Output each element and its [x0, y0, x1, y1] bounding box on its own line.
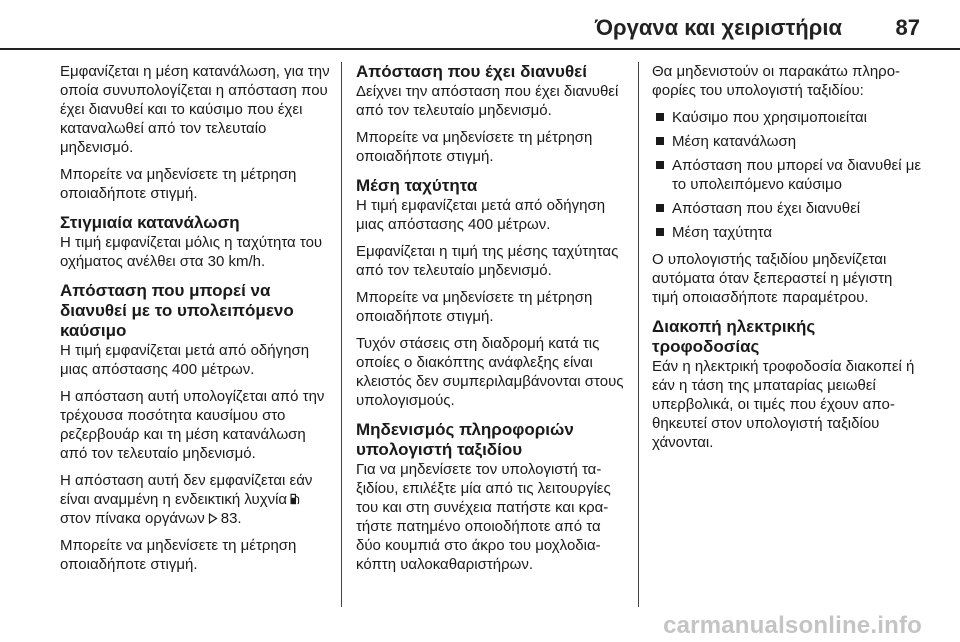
list-item [652, 132, 922, 151]
section-heading-instant-consumption: Στιγμιαία κατανάλωση [60, 213, 240, 232]
paragraph: Μπορείτε να μηδενίσετε τη μέτρηση οποιαδήποτε στιγμή. [356, 129, 593, 165]
column-right [652, 62, 922, 460]
paragraph: Η απόσταση αυτή υπολογίζεται από την τρέχουσα ποσότητα καυσίμου στο ρεζερβουάρ και τη μέση κατανάλωση από τον τελευταίο μηδενισμό. [60, 388, 325, 462]
section-heading-power-interruption: Διακοπή ηλεκτρικής τροφοδοσίας [652, 317, 816, 356]
list-item-text: Μέση ταχύτητα [672, 224, 773, 241]
list-item [652, 223, 922, 242]
page-reference-arrow-icon [208, 510, 218, 521]
watermark: carmanualsonline.info [663, 612, 922, 639]
square-bullet-icon [656, 204, 664, 212]
list-item [652, 199, 922, 218]
list-item [652, 156, 922, 194]
square-bullet-icon [656, 137, 664, 145]
paragraph-fuel-warning [60, 471, 330, 528]
section-heading-reset: Μηδενισμός πληροφοριών υπολογιστή ταξιδίου [356, 420, 574, 459]
fuel-pump-icon [290, 491, 300, 503]
paragraph: Μπορείτε να μηδενίσετε τη μέτρηση οποιαδήποτε στιγμή. [60, 537, 297, 573]
section-heading-range: Απόσταση που μπορεί να διανυθεί με το υπολειπόμενο καύσιμο [60, 281, 294, 340]
list-item-text: Μέση κατανάλωση [672, 133, 797, 150]
paragraph: Μπορείτε να μηδενίσετε τη μέτρηση οποιαδήποτε στιγμή. [60, 166, 297, 202]
page-number: 87 [895, 15, 920, 40]
paragraph: Για να μηδενίσετε τον υπολογιστή ταξιδίου, επιλέξτε μία από τις λειτουργίες του και στη συνέχεια πατήστε και κρατήστε πατημένο οποιοδήποτε από τα δύο κουμπιά στο άκρο του μοχλοδιακόπτη υαλοκαθαριστήρων. [356, 461, 611, 573]
page-title: Όργανα και χειριστήρια [594, 15, 842, 40]
reset-items-list [652, 108, 922, 242]
paragraph: Εάν η ηλεκτρική τροφοδοσία διακοπεί ή εάν η τάση της μπαταρίας μειωθεί υπερβολικά, οι τιμές που έχουν αποθηκευτεί στον υπολογιστή ταξιδίου χάνονται. [652, 358, 915, 451]
list-item-text: Καύσιμο που χρησιμοποιείται [672, 109, 867, 126]
page-reference: 83. [220, 510, 242, 527]
square-bullet-icon [656, 228, 664, 236]
paragraph: Εμφανίζεται η μέση κατανάλωση, για την οποία συνυπολογίζεται η απόσταση που έχει διανυθεί και το καύσιμο που έχει καταναλωθεί από τον τελευταίο μηδενισμό. [60, 63, 330, 156]
paragraph: Τυχόν στάσεις στη διαδρομή κατά τις οποίες ο διακόπτης ανάφλεξης είναι κλειστός δεν συμπεριλαμβάνονται στους υπολογισμούς. [356, 335, 624, 409]
paragraph: Η τιμή εμφανίζεται μόλις η ταχύτητα του οχήματος ανέλθει στα 30 km/h. [60, 234, 323, 270]
paragraph: Μπορείτε να μηδενίσετε τη μέτρηση οποιαδήποτε στιγμή. [356, 289, 593, 325]
section-heading-distance: Απόσταση που έχει διανυθεί [356, 62, 587, 81]
square-bullet-icon [656, 113, 664, 121]
column-left [60, 62, 330, 582]
list-item [652, 108, 922, 127]
column-divider-right [638, 62, 639, 607]
paragraph: Δείχνει την απόσταση που έχει διανυθεί από τον τελευταίο μηδενισμό. [356, 83, 619, 119]
list-item-text: Απόσταση που μπορεί να διανυθεί με το υπολειπόμενο καύσιμο [672, 157, 922, 193]
list-item-text: Απόσταση που έχει διανυθεί [672, 200, 861, 217]
paragraph: Θα μηδενιστούν οι παρακάτω πληροφορίες του υπολογιστή ταξιδίου: [652, 63, 901, 99]
paragraph: Εμφανίζεται η τιμή της μέσης ταχύτητας από τον τελευταίο μηδενισμό. [356, 243, 619, 279]
paragraph: Η τιμή εμφανίζεται μετά από οδήγηση μιας απόστασης 400 μέτρων. [60, 342, 310, 378]
text-run: στον πίνακα οργάνων [60, 510, 205, 527]
square-bullet-icon [656, 161, 664, 169]
paragraph: Η τιμή εμφανίζεται μετά από οδήγηση μιας απόστασης 400 μέτρων. [356, 197, 606, 233]
section-heading-average-speed: Μέση ταχύτητα [356, 176, 478, 195]
paragraph: Ο υπολογιστής ταξιδίου μηδενίζεται αυτόματα όταν ξεπεραστεί η μέγιστη τιμή οποιασδήποτε παραμέτρου. [652, 251, 893, 306]
page-header [0, 0, 960, 48]
header-divider [0, 48, 960, 50]
column-divider-left [341, 62, 342, 607]
column-middle [356, 62, 626, 582]
text-run: Η απόσταση αυτή δεν εμφανίζεται εάν είναι αναμμένη η ενδεικτική λυχνία [60, 472, 313, 508]
